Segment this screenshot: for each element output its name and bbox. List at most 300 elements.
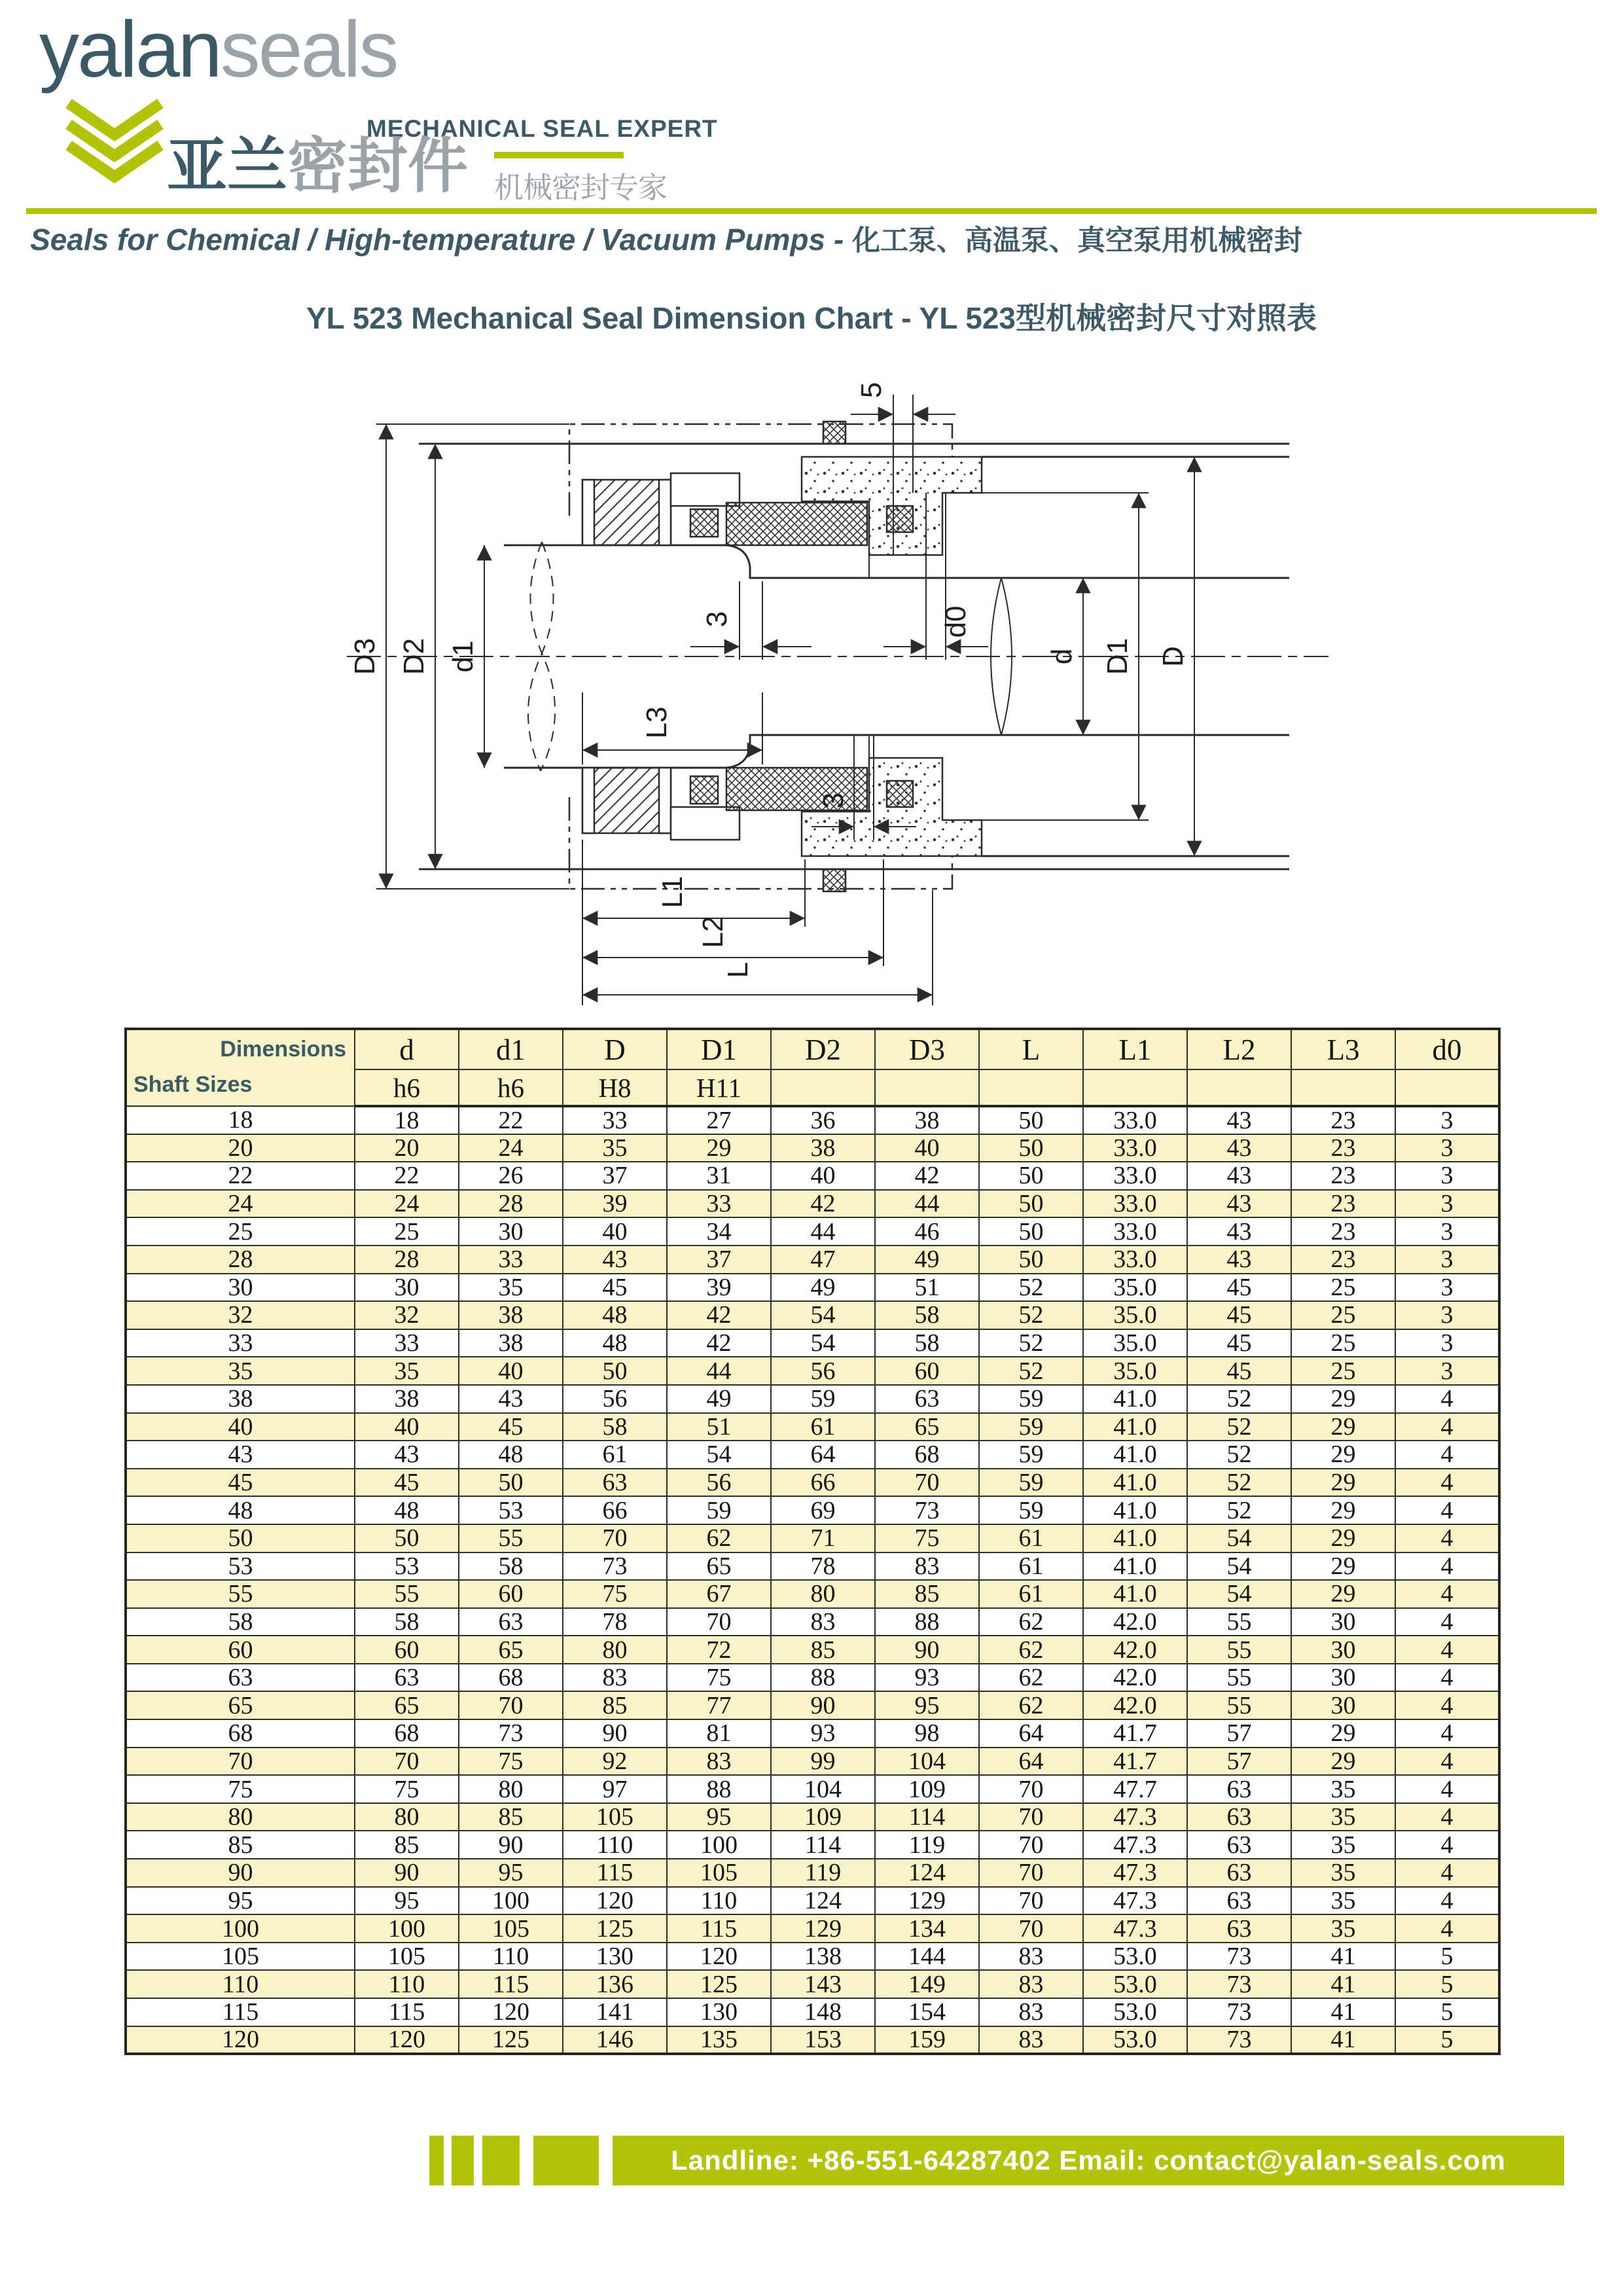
dim-value-cell: 30 bbox=[1291, 1608, 1395, 1636]
table-row-shaft-33 bbox=[126, 1329, 1499, 1357]
dim-value-cell: 63 bbox=[1187, 1803, 1291, 1831]
dim-value-cell: 42 bbox=[771, 1190, 875, 1218]
dim-value-cell: 73 bbox=[1187, 1970, 1291, 1998]
dim-value-cell: 23 bbox=[1291, 1246, 1395, 1274]
dim-value-cell: 35 bbox=[1291, 1831, 1395, 1859]
table-row-shaft-50 bbox=[126, 1524, 1499, 1552]
oring-gland-bottom bbox=[887, 781, 913, 807]
shaft-size-cell: 48 bbox=[126, 1496, 355, 1524]
tolerance-cell bbox=[875, 1069, 979, 1106]
dim-value-cell: 115 bbox=[667, 1914, 771, 1943]
dim-value-cell: 110 bbox=[563, 1831, 667, 1859]
dim-value-cell: 153 bbox=[771, 2026, 875, 2054]
page-title: YL 523 Mechanical Seal Dimension Chart - YL 523型机械密封尺寸对照表 bbox=[306, 301, 1317, 335]
dim-value-cell: 3 bbox=[1395, 1301, 1499, 1329]
dim-value-cell: 54 bbox=[1187, 1552, 1291, 1581]
dim-value-cell: 70 bbox=[979, 1914, 1083, 1943]
dim-value-cell: 97 bbox=[563, 1775, 667, 1803]
dim-value-cell: 125 bbox=[459, 2026, 563, 2054]
dim-value-cell: 100 bbox=[667, 1831, 771, 1859]
dim-value-cell: 4 bbox=[1395, 1385, 1499, 1413]
dim-value-cell: 50 bbox=[979, 1106, 1083, 1134]
dim-value-cell: 100 bbox=[459, 1887, 563, 1915]
dim-value-cell: 64 bbox=[979, 1748, 1083, 1776]
dim-value-cell: 4 bbox=[1395, 1719, 1499, 1748]
dim-value-cell: 25 bbox=[1291, 1329, 1395, 1357]
dim-label-D1: D1 bbox=[1101, 637, 1133, 675]
dim-value-cell: 4 bbox=[1395, 1413, 1499, 1441]
tagline-chinese: 化工泵、高温泵、真空泵用机械密封 bbox=[851, 225, 1302, 257]
table-row-shaft-70 bbox=[126, 1748, 1499, 1776]
dim-value-cell: 73 bbox=[1187, 1998, 1291, 2026]
dim-value-cell: 42 bbox=[667, 1301, 771, 1329]
dim-value-cell: 43 bbox=[1187, 1217, 1291, 1246]
dim-value-cell: 38 bbox=[771, 1134, 875, 1162]
dim-value-cell: 4 bbox=[1395, 1580, 1499, 1608]
shaft-size-cell: 20 bbox=[126, 1134, 355, 1162]
dim-value-cell: 95 bbox=[459, 1859, 563, 1887]
dim-value-cell: 104 bbox=[875, 1748, 979, 1776]
dim-value-cell: 70 bbox=[979, 1831, 1083, 1859]
dim-value-cell: 58 bbox=[355, 1608, 459, 1636]
dim-value-cell: 88 bbox=[667, 1775, 771, 1803]
dim-value-cell: 33 bbox=[667, 1190, 771, 1218]
dim-value-cell: 4 bbox=[1395, 1691, 1499, 1719]
dim-value-cell: 105 bbox=[667, 1859, 771, 1887]
footer-contact-text: Landline: +86-551-64287402 Email: contact@yalan-seals.com bbox=[671, 2145, 1506, 2176]
dim-value-cell: 63 bbox=[875, 1385, 979, 1413]
shaft-size-cell: 80 bbox=[126, 1803, 355, 1831]
dim-value-cell: 110 bbox=[667, 1887, 771, 1915]
dim-value-cell: 33.0 bbox=[1083, 1190, 1187, 1218]
dim-value-cell: 35 bbox=[1291, 1887, 1395, 1915]
dim-value-cell: 29 bbox=[1291, 1469, 1395, 1497]
dim-value-cell: 105 bbox=[459, 1914, 563, 1943]
dim-label-D: D bbox=[1157, 646, 1189, 667]
column-header-D1: D1 bbox=[667, 1029, 771, 1069]
table-row-shaft-48 bbox=[126, 1496, 1499, 1524]
dim-value-cell: 80 bbox=[563, 1636, 667, 1664]
dim-value-cell: 99 bbox=[771, 1748, 875, 1776]
table-row-shaft-28 bbox=[126, 1246, 1499, 1274]
dim-value-cell: 33.0 bbox=[1083, 1217, 1187, 1246]
dim-value-cell: 35.0 bbox=[1083, 1274, 1187, 1302]
dim-value-cell: 29 bbox=[1291, 1748, 1395, 1776]
shaft-size-cell: 70 bbox=[126, 1748, 355, 1776]
dim-label-L2: L2 bbox=[697, 916, 729, 948]
dim-value-cell: 5 bbox=[1395, 1970, 1499, 1998]
dim-value-cell: 4 bbox=[1395, 1803, 1499, 1831]
dim-value-cell: 68 bbox=[459, 1664, 563, 1692]
dim-value-cell: 61 bbox=[979, 1580, 1083, 1608]
dim-value-cell: 29 bbox=[1291, 1552, 1395, 1581]
dim-value-cell: 119 bbox=[875, 1831, 979, 1859]
dim-value-cell: 61 bbox=[771, 1413, 875, 1441]
dim-value-cell: 5 bbox=[1395, 1998, 1499, 2026]
shaft-size-cell: 38 bbox=[126, 1385, 355, 1413]
dim-value-cell: 60 bbox=[355, 1636, 459, 1664]
dim-value-cell: 41.7 bbox=[1083, 1719, 1187, 1748]
dim-value-cell: 3 bbox=[1395, 1134, 1499, 1162]
dim-value-cell: 83 bbox=[771, 1608, 875, 1636]
dim-value-cell: 49 bbox=[875, 1246, 979, 1274]
dim-value-cell: 56 bbox=[563, 1385, 667, 1413]
dim-value-cell: 3 bbox=[1395, 1190, 1499, 1218]
dimension-table bbox=[124, 1028, 1501, 2055]
dim-value-cell: 35.0 bbox=[1083, 1329, 1187, 1357]
table-row-shaft-18 bbox=[126, 1106, 1499, 1134]
dim-value-cell: 48 bbox=[355, 1496, 459, 1524]
dim-value-cell: 29 bbox=[1291, 1413, 1395, 1441]
dim-value-cell: 53.0 bbox=[1083, 1943, 1187, 1971]
dim-value-cell: 20 bbox=[355, 1134, 459, 1162]
dim-value-cell: 41 bbox=[1291, 1943, 1395, 1971]
dim-value-cell: 105 bbox=[355, 1943, 459, 1971]
table-row-shaft-85 bbox=[126, 1831, 1499, 1859]
dim-value-cell: 45 bbox=[1187, 1274, 1291, 1302]
dim-label-L3: L3 bbox=[641, 706, 673, 739]
table-row-shaft-38 bbox=[126, 1385, 1499, 1413]
corner-label-dimensions: Dimensions bbox=[220, 1037, 346, 1062]
shaft-size-cell: 63 bbox=[126, 1664, 355, 1692]
table-row-shaft-95 bbox=[126, 1887, 1499, 1915]
chevron-logo-icon bbox=[62, 98, 167, 187]
dim-value-cell: 130 bbox=[563, 1943, 667, 1971]
dim-value-cell: 148 bbox=[771, 1998, 875, 2026]
dim-value-cell: 109 bbox=[875, 1775, 979, 1803]
dim-value-cell: 41 bbox=[1291, 2026, 1395, 2054]
dim-value-cell: 110 bbox=[355, 1970, 459, 1998]
dim-value-cell: 29 bbox=[1291, 1524, 1395, 1552]
table-row-shaft-105 bbox=[126, 1943, 1499, 1971]
dim-value-cell: 42.0 bbox=[1083, 1636, 1187, 1664]
shaft-size-cell: 55 bbox=[126, 1580, 355, 1608]
dim-value-cell: 80 bbox=[459, 1775, 563, 1803]
table-row-shaft-22 bbox=[126, 1162, 1499, 1190]
tagline-english: Seals for Chemical / High-temperature / Vacuum Pumps - bbox=[30, 223, 852, 257]
dim-value-cell: 35 bbox=[459, 1274, 563, 1302]
dim-value-cell: 3 bbox=[1395, 1106, 1499, 1134]
dim-value-cell: 4 bbox=[1395, 1524, 1499, 1552]
dim-value-cell: 5 bbox=[1395, 2026, 1499, 2054]
dim-value-cell: 4 bbox=[1395, 1496, 1499, 1524]
dim-value-cell: 75 bbox=[667, 1664, 771, 1692]
shaft-size-cell: 18 bbox=[126, 1106, 355, 1134]
dim-value-cell: 35 bbox=[1291, 1775, 1395, 1803]
table-row-shaft-43 bbox=[126, 1441, 1499, 1469]
dim-value-cell: 38 bbox=[355, 1385, 459, 1413]
dim-value-cell: 90 bbox=[875, 1636, 979, 1664]
corner-cell bbox=[126, 1029, 355, 1106]
table-row-shaft-100 bbox=[126, 1914, 1499, 1943]
dim-value-cell: 69 bbox=[771, 1496, 875, 1524]
dim-value-cell: 22 bbox=[459, 1106, 563, 1134]
dim-value-cell: 25 bbox=[1291, 1301, 1395, 1329]
dim-value-cell: 29 bbox=[667, 1134, 771, 1162]
dim-value-cell: 73 bbox=[1187, 1943, 1291, 1971]
dim-value-cell: 49 bbox=[771, 1274, 875, 1302]
dim-value-cell: 146 bbox=[563, 2026, 667, 2054]
column-header-D2: D2 bbox=[771, 1029, 875, 1069]
dim-value-cell: 49 bbox=[667, 1385, 771, 1413]
dim-value-cell: 4 bbox=[1395, 1552, 1499, 1581]
dim-value-cell: 70 bbox=[979, 1859, 1083, 1887]
dim-value-cell: 31 bbox=[667, 1162, 771, 1190]
dim-value-cell: 3 bbox=[1395, 1246, 1499, 1274]
dim-value-cell: 83 bbox=[979, 1970, 1083, 1998]
table-row-shaft-32 bbox=[126, 1301, 1499, 1329]
dim-value-cell: 61 bbox=[979, 1524, 1083, 1552]
column-header-D3: D3 bbox=[875, 1029, 979, 1069]
dim-label-d: d bbox=[1046, 648, 1078, 665]
dim-value-cell: 54 bbox=[1187, 1580, 1291, 1608]
tolerance-cell: H8 bbox=[563, 1069, 667, 1106]
oring-sleeve-top bbox=[690, 509, 718, 537]
dim-value-cell: 55 bbox=[1187, 1608, 1291, 1636]
dim-value-cell: 43 bbox=[355, 1441, 459, 1469]
dim-value-cell: 144 bbox=[875, 1943, 979, 1971]
dim-value-cell: 83 bbox=[875, 1552, 979, 1581]
table-row-shaft-75 bbox=[126, 1775, 1499, 1803]
dim-value-cell: 47.3 bbox=[1083, 1803, 1187, 1831]
dim-value-cell: 50 bbox=[979, 1162, 1083, 1190]
table-row-shaft-25 bbox=[126, 1217, 1499, 1246]
dim-value-cell: 63 bbox=[1187, 1859, 1291, 1887]
dim-value-cell: 64 bbox=[979, 1719, 1083, 1748]
dim-value-cell: 73 bbox=[459, 1719, 563, 1748]
column-header-d: d bbox=[355, 1029, 459, 1069]
dim-value-cell: 50 bbox=[459, 1469, 563, 1497]
dim-value-cell: 95 bbox=[875, 1691, 979, 1719]
dim-value-cell: 73 bbox=[1187, 2026, 1291, 2054]
dim-value-cell: 75 bbox=[355, 1775, 459, 1803]
dim-value-cell: 125 bbox=[563, 1914, 667, 1943]
dim-value-cell: 33 bbox=[459, 1246, 563, 1274]
dim-value-cell: 88 bbox=[771, 1664, 875, 1692]
dim-value-cell: 63 bbox=[355, 1664, 459, 1692]
dim-value-cell: 47.3 bbox=[1083, 1831, 1187, 1859]
shaft-size-cell: 85 bbox=[126, 1831, 355, 1859]
dim-value-cell: 65 bbox=[459, 1636, 563, 1664]
shaft-size-cell: 43 bbox=[126, 1441, 355, 1469]
column-header-d1: d1 bbox=[459, 1029, 563, 1069]
dim-value-cell: 44 bbox=[667, 1357, 771, 1385]
dim-label-D2: D2 bbox=[398, 637, 430, 675]
dim-value-cell: 52 bbox=[1187, 1441, 1291, 1469]
oring-sleeve-bottom bbox=[690, 776, 718, 804]
dim-value-cell: 124 bbox=[875, 1859, 979, 1887]
dim-value-cell: 90 bbox=[771, 1691, 875, 1719]
dim-value-cell: 63 bbox=[459, 1608, 563, 1636]
dim-value-cell: 29 bbox=[1291, 1441, 1395, 1469]
dim-value-cell: 129 bbox=[875, 1887, 979, 1915]
dim-value-cell: 33.0 bbox=[1083, 1134, 1187, 1162]
table-row-shaft-80 bbox=[126, 1803, 1499, 1831]
table-row-shaft-40 bbox=[126, 1413, 1499, 1441]
dim-value-cell: 51 bbox=[667, 1413, 771, 1441]
dim-label-L: L bbox=[722, 961, 754, 978]
dim-value-cell: 48 bbox=[563, 1329, 667, 1357]
footer-accent-block bbox=[452, 2136, 474, 2185]
table-row-shaft-60 bbox=[126, 1636, 1499, 1664]
dim-value-cell: 3 bbox=[1395, 1162, 1499, 1190]
dim-value-cell: 5 bbox=[1395, 1943, 1499, 1971]
dim-value-cell: 4 bbox=[1395, 1748, 1499, 1776]
dim-value-cell: 29 bbox=[1291, 1580, 1395, 1608]
dim-value-cell: 98 bbox=[875, 1719, 979, 1748]
table-row-shaft-65 bbox=[126, 1691, 1499, 1719]
logo-cn-primary: 亚兰 bbox=[167, 133, 288, 200]
dim-value-cell: 33.0 bbox=[1083, 1246, 1187, 1274]
dim-value-cell: 50 bbox=[979, 1134, 1083, 1162]
dim-value-cell: 70 bbox=[563, 1524, 667, 1552]
table-row-shaft-20 bbox=[126, 1134, 1499, 1162]
footer-accent-block bbox=[429, 2136, 444, 2185]
shaft-size-cell: 90 bbox=[126, 1859, 355, 1887]
dim-value-cell: 30 bbox=[355, 1274, 459, 1302]
dim-value-cell: 40 bbox=[563, 1217, 667, 1246]
table-row-shaft-35 bbox=[126, 1357, 1499, 1385]
dim-value-cell: 68 bbox=[875, 1441, 979, 1469]
dim-value-cell: 54 bbox=[1187, 1524, 1291, 1552]
dim-value-cell: 125 bbox=[667, 1970, 771, 1998]
dim-value-cell: 34 bbox=[667, 1217, 771, 1246]
dim-value-cell: 55 bbox=[355, 1580, 459, 1608]
dim-value-cell: 119 bbox=[771, 1859, 875, 1887]
dim-value-cell: 100 bbox=[355, 1914, 459, 1943]
shaft-size-cell: 40 bbox=[126, 1413, 355, 1441]
dim-value-cell: 105 bbox=[563, 1803, 667, 1831]
dim-value-cell: 115 bbox=[355, 1998, 459, 2026]
dim-value-cell: 52 bbox=[979, 1301, 1083, 1329]
dim-value-cell: 41.0 bbox=[1083, 1580, 1187, 1608]
dim-value-cell: 62 bbox=[979, 1691, 1083, 1719]
dim-value-cell: 67 bbox=[667, 1580, 771, 1608]
logo-chinese-name bbox=[167, 133, 469, 200]
table-row-shaft-120 bbox=[126, 2026, 1499, 2054]
dim-value-cell: 50 bbox=[979, 1190, 1083, 1218]
dim-value-cell: 55 bbox=[1187, 1691, 1291, 1719]
dim-value-cell: 104 bbox=[771, 1775, 875, 1803]
dim-value-cell: 85 bbox=[459, 1803, 563, 1831]
drive-collar-bottom bbox=[671, 807, 740, 840]
dim-value-cell: 25 bbox=[1291, 1357, 1395, 1385]
dim-value-cell: 42.0 bbox=[1083, 1608, 1187, 1636]
shaft-size-cell: 22 bbox=[126, 1162, 355, 1190]
dim-value-cell: 41.0 bbox=[1083, 1469, 1187, 1497]
table-row-shaft-115 bbox=[126, 1998, 1499, 2026]
dim-value-cell: 35.0 bbox=[1083, 1301, 1187, 1329]
dim-value-cell: 40 bbox=[875, 1134, 979, 1162]
dim-value-cell: 3 bbox=[1395, 1217, 1499, 1246]
dim-value-cell: 35 bbox=[1291, 1803, 1395, 1831]
shaft-size-cell: 75 bbox=[126, 1775, 355, 1803]
dim-value-cell: 40 bbox=[459, 1357, 563, 1385]
table-row-shaft-53 bbox=[126, 1552, 1499, 1581]
dim-value-cell: 46 bbox=[875, 1217, 979, 1246]
corner-label-shaft-sizes: Shaft Sizes bbox=[134, 1072, 253, 1097]
dim-value-cell: 70 bbox=[667, 1608, 771, 1636]
dim-value-cell: 41.0 bbox=[1083, 1496, 1187, 1524]
dim-value-cell: 62 bbox=[979, 1608, 1083, 1636]
dim-value-cell: 45 bbox=[1187, 1357, 1291, 1385]
dim-value-cell: 33 bbox=[355, 1329, 459, 1357]
shaft-size-cell: 32 bbox=[126, 1301, 355, 1329]
dim-value-cell: 23 bbox=[1291, 1134, 1395, 1162]
dim-value-cell: 41 bbox=[1291, 1970, 1395, 1998]
dim-value-cell: 4 bbox=[1395, 1859, 1499, 1887]
dim-value-cell: 114 bbox=[771, 1831, 875, 1859]
dim-value-cell: 41 bbox=[1291, 1998, 1395, 2026]
dim-value-cell: 143 bbox=[771, 1970, 875, 1998]
dim-value-cell: 32 bbox=[355, 1301, 459, 1329]
dim-value-cell: 83 bbox=[667, 1748, 771, 1776]
dim-value-cell: 42 bbox=[875, 1162, 979, 1190]
dim-value-cell: 37 bbox=[563, 1162, 667, 1190]
tolerance-cell bbox=[1395, 1069, 1499, 1106]
dim-value-cell: 120 bbox=[355, 2026, 459, 2054]
dim-value-cell: 55 bbox=[459, 1524, 563, 1552]
shaft-size-cell: 120 bbox=[126, 2026, 355, 2054]
dim-value-cell: 43 bbox=[1187, 1190, 1291, 1218]
dim-label-d1: d1 bbox=[447, 640, 479, 673]
dim-value-cell: 59 bbox=[979, 1496, 1083, 1524]
dim-value-cell: 47 bbox=[771, 1246, 875, 1274]
dim-value-cell: 63 bbox=[1187, 1914, 1291, 1943]
dim-value-cell: 83 bbox=[563, 1664, 667, 1692]
dim-value-cell: 52 bbox=[1187, 1496, 1291, 1524]
dim-value-cell: 83 bbox=[979, 1998, 1083, 2026]
table-row-shaft-45 bbox=[126, 1469, 1499, 1497]
dim-value-cell: 47.3 bbox=[1083, 1914, 1187, 1943]
table-row-shaft-58 bbox=[126, 1608, 1499, 1636]
dim-value-cell: 27 bbox=[667, 1106, 771, 1134]
dim-value-cell: 4 bbox=[1395, 1441, 1499, 1469]
column-header-L2: L2 bbox=[1187, 1029, 1291, 1069]
dim-value-cell: 43 bbox=[1187, 1246, 1291, 1274]
dim-value-cell: 85 bbox=[355, 1831, 459, 1859]
table-row-shaft-68 bbox=[126, 1719, 1499, 1748]
header-divider bbox=[26, 208, 1597, 214]
oring-gland-top bbox=[887, 506, 913, 532]
table-row-shaft-110 bbox=[126, 1970, 1499, 1998]
dim-value-cell: 60 bbox=[875, 1357, 979, 1385]
dim-value-cell: 4 bbox=[1395, 1636, 1499, 1664]
dim-value-cell: 159 bbox=[875, 2026, 979, 2054]
dim-value-cell: 43 bbox=[1187, 1162, 1291, 1190]
dim-value-cell: 63 bbox=[1187, 1831, 1291, 1859]
dim-value-cell: 93 bbox=[875, 1664, 979, 1692]
dim-value-cell: 70 bbox=[979, 1887, 1083, 1915]
table-row-shaft-30 bbox=[126, 1274, 1499, 1302]
table-row-shaft-63 bbox=[126, 1664, 1499, 1692]
oring-cap-top bbox=[823, 422, 846, 444]
dim-value-cell: 80 bbox=[355, 1803, 459, 1831]
logo-cn-secondary: 密封件 bbox=[287, 133, 469, 200]
dim-value-cell: 59 bbox=[979, 1385, 1083, 1413]
dim-value-cell: 4 bbox=[1395, 1887, 1499, 1915]
dim-value-cell: 4 bbox=[1395, 1914, 1499, 1943]
dim-value-cell: 59 bbox=[979, 1469, 1083, 1497]
dim-value-cell: 41.0 bbox=[1083, 1524, 1187, 1552]
dim-value-cell: 52 bbox=[1187, 1469, 1291, 1497]
dim-value-cell: 73 bbox=[875, 1496, 979, 1524]
dim-value-cell: 62 bbox=[979, 1664, 1083, 1692]
dim-value-cell: 85 bbox=[563, 1691, 667, 1719]
dim-value-cell: 30 bbox=[1291, 1691, 1395, 1719]
dim-value-cell: 70 bbox=[459, 1691, 563, 1719]
dim-value-cell: 43 bbox=[459, 1385, 563, 1413]
